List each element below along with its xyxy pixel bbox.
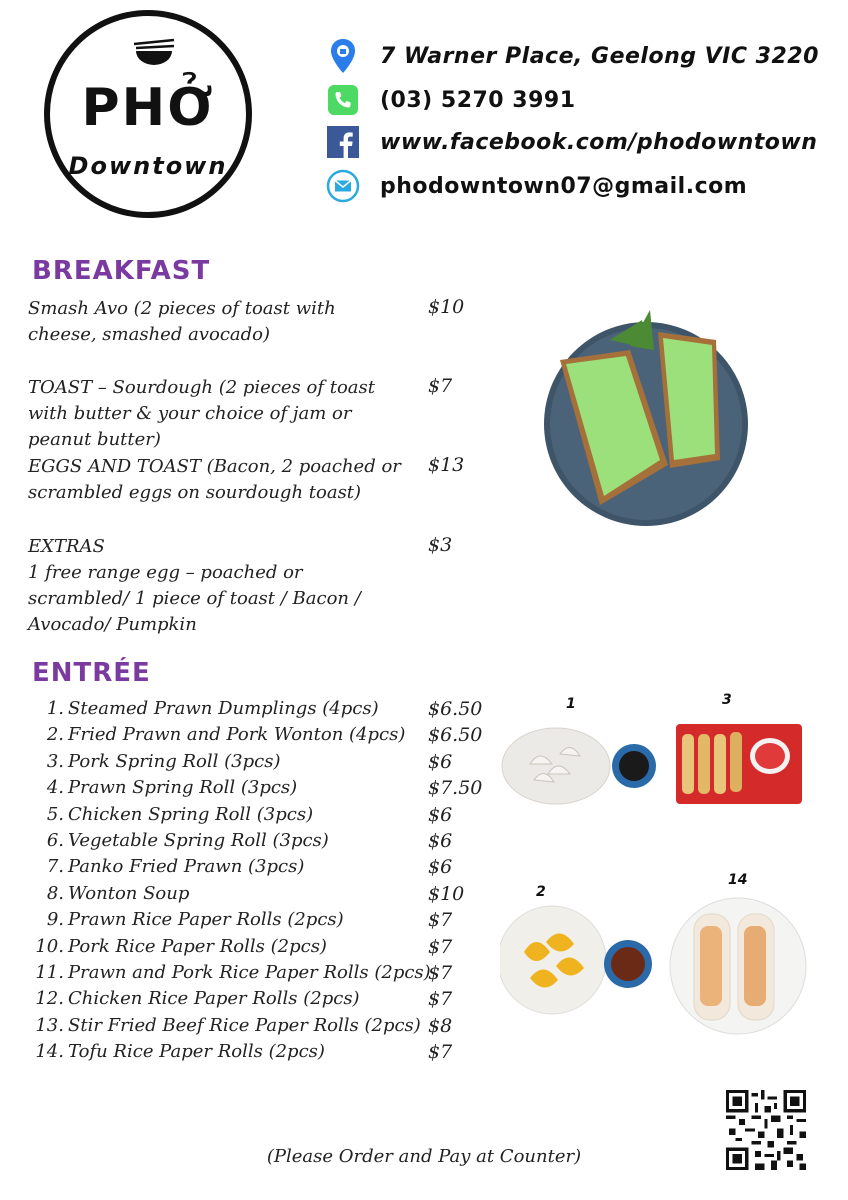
entree-item-number: 14. [35,1041,64,1063]
contact-facebook [326,122,817,162]
address-text: 7 Warner Place, Geelong VIC 3220 [380,43,819,69]
entree-item-number: 1. [46,698,64,719]
logo-subtitle: Downtown [68,152,228,180]
entree-item-number: 3. [46,750,64,772]
breakfast-item: Smash Avo (2 pieces of toast with cheese, smashed avocado) [28,298,336,345]
breakfast-item: EGGS AND TOAST (Bacon, 2 poached or scrambled eggs on sourdough toast) [28,456,401,503]
entree-item-name: Stir Fried Beef Rice Paper Rolls (2pcs) [68,1014,421,1036]
email-text: phodowntown07@gmail.com [380,173,748,199]
entree-item-price: $6.50 [428,724,483,747]
entree-item-name: Steamed Prawn Dumplings (4pcs) [68,698,379,719]
breakfast-price: $3 [428,534,453,556]
entree-item [28,883,189,909]
breakfast-price: $10 [428,296,465,318]
entree-item [28,909,344,935]
breakfast-item-detail: 1 free range egg – poached or scrambled/ 1 piece of toast / Bacon / Avocado/ Pumpkin [28,562,361,635]
entree-item-price: $6 [428,803,453,826]
entree-item-number: 12. [35,988,64,1010]
bowl-chopsticks-icon [132,38,176,66]
entree-item-name: Prawn and Pork Rice Paper Rolls (2pcs) [68,962,431,983]
entree-item-price: $7 [428,909,453,932]
entree-item-number: 10. [35,935,64,957]
entree-item [28,988,360,1014]
entree-item [28,1041,325,1067]
entree-item-name: Tofu Rice Paper Rolls (2pcs) [68,1041,325,1063]
breakfast-item: EXTRAS [28,536,105,557]
entree-item-name: Chicken Spring Roll (3pcs) [68,803,314,825]
entree-item-name: Prawn Spring Roll (3pcs) [68,777,298,799]
entree-item-name: Pork Rice Paper Rolls (2pcs) [68,935,327,957]
entree-item [28,804,313,830]
entree-title: ENTRÉE [32,658,151,688]
entree-item-name: Wonton Soup [68,882,190,904]
entree-item [28,962,431,988]
email-icon [326,169,360,203]
entree-item [28,856,304,882]
entree-item-price: $6 [428,856,453,879]
entree-item-number: 13. [35,1014,64,1036]
entree-photos [500,720,810,1040]
photo-label: 3 [722,692,732,708]
spring-rolls-photo [676,724,802,804]
breakfast-item: TOAST – Sourdough (2 pieces of toast with butter & your choice of jam or peanut butter) [28,377,376,450]
entree-item [28,751,280,777]
entree-item-number: 8. [46,882,64,904]
entree-item-price: $7 [428,988,453,1011]
logo [44,10,252,218]
entree-item-number: 5. [46,803,64,825]
entree-item-name: Chicken Rice Paper Rolls (2pcs) [68,988,360,1010]
entree-item-price: $7.50 [428,777,483,800]
facebook-icon [326,125,360,159]
entree-item-name: Pork Spring Roll (3pcs) [68,750,281,772]
entree-item-number: 4. [46,777,64,799]
footer-note: (Please Order and Pay at Counter) [266,1146,582,1167]
contact-phone [326,80,576,120]
entree-item-number: 7. [46,856,64,878]
entree-item-price: $6.50 [428,698,483,720]
entree-item [28,724,405,750]
entree-item [28,777,297,803]
wontons-photo [500,906,652,1014]
entree-item-price: $7 [428,962,453,984]
entree-item-price: $7 [428,935,453,958]
breakfast-price: $13 [428,454,465,476]
location-pin-icon [326,39,360,73]
photo-label: 1 [566,696,576,712]
entree-item [28,698,379,724]
entree-item [28,830,329,856]
rice-paper-rolls-photo [670,898,806,1034]
entree-item-name: Vegetable Spring Roll (3pcs) [68,830,329,851]
breakfast-title: BREAKFAST [32,256,211,286]
breakfast-price: $7 [428,375,453,397]
entree-item-name: Prawn Rice Paper Rolls (2pcs) [68,909,344,931]
logo-title: PHỞ [81,78,215,138]
photo-label: 2 [536,884,546,900]
entree-item-number: 2. [46,724,64,746]
dumplings-photo [502,728,656,804]
photo-label: 14 [728,872,748,888]
entree-item-price: $6 [428,830,453,852]
contact-email [326,166,747,206]
entree-item-name: Panko Fried Prawn (3pcs) [68,856,305,878]
avocado-toast-photo [530,300,762,532]
phone-text: (03) 5270 3991 [380,87,576,113]
entree-item-price: $8 [428,1014,453,1037]
contact-address [326,36,819,76]
phone-icon [326,83,360,117]
entree-item-number: 9. [46,909,64,931]
facebook-text: www.facebook.com/phodowntown [380,129,818,155]
entree-item-price: $7 [428,1041,453,1064]
entree-item-name: Fried Prawn and Pork Wonton (4pcs) [68,724,406,746]
entree-item-number: 6. [46,830,64,851]
entree-item-price: $6 [428,750,453,773]
entree-item-number: 11. [35,962,64,983]
entree-item [28,1015,421,1041]
entree-item [28,936,327,962]
entree-item-price: $10 [428,882,465,905]
